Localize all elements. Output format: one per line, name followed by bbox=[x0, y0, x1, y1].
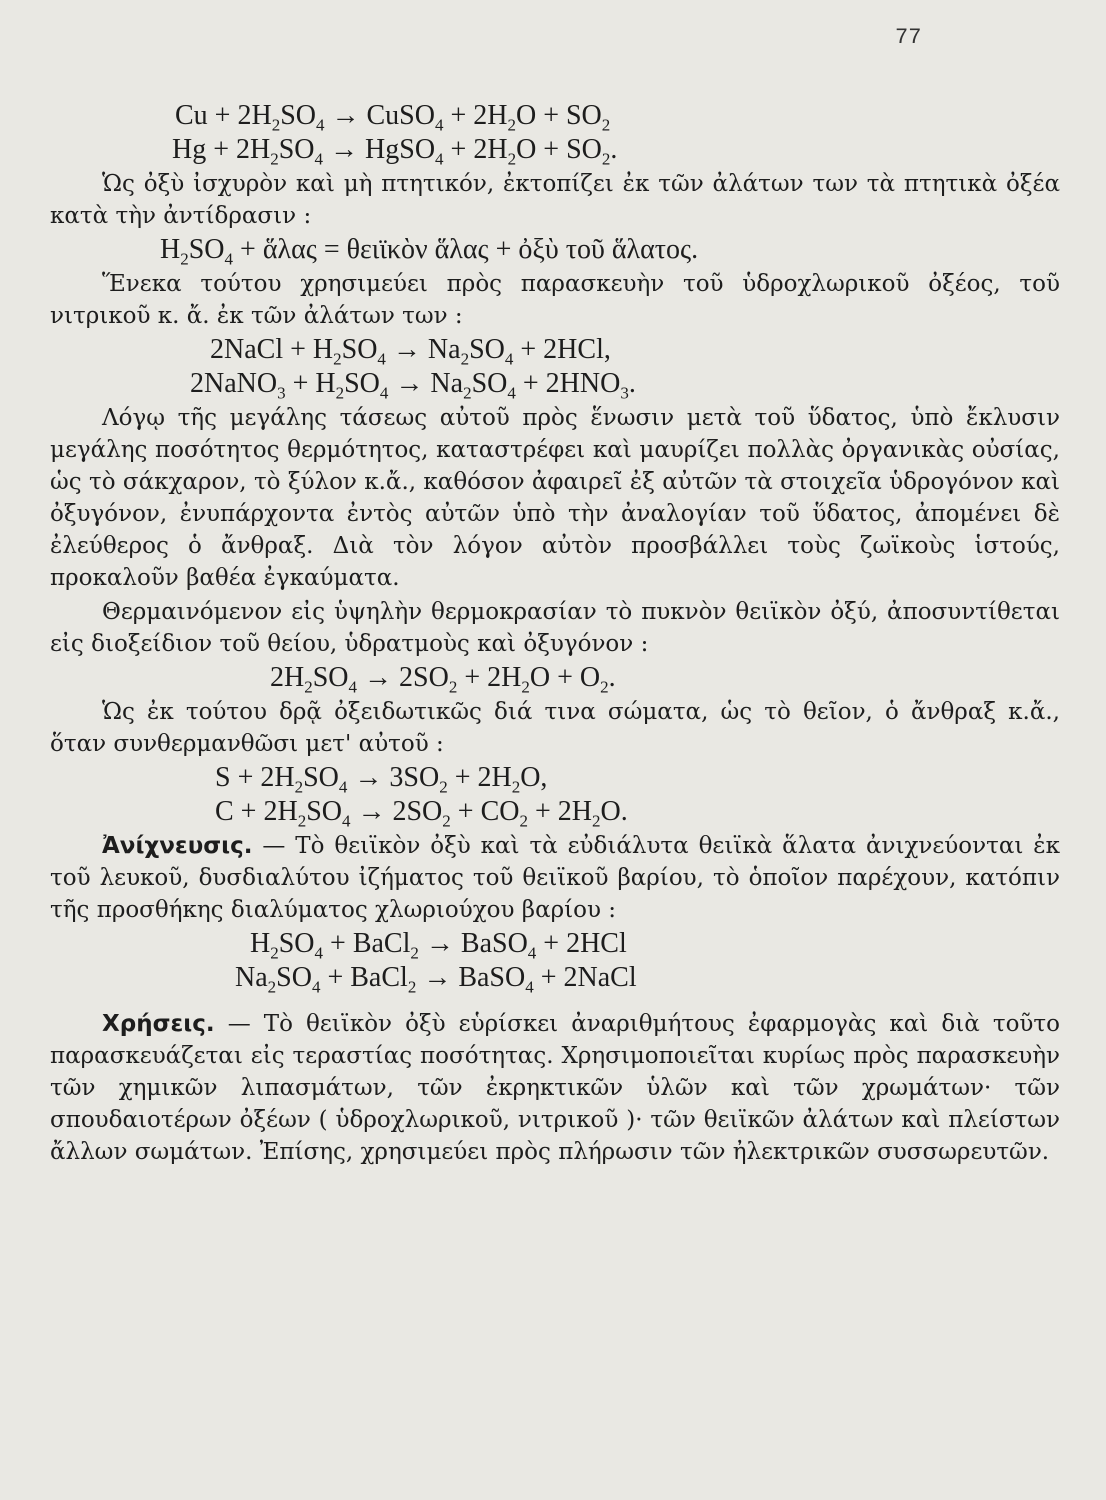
equation-salt-displacement: $H_2SO_4$ + ἅλας = θειϊκὸν ἅλας + ὀξὺ τοῦ ἅλατος. bbox=[160, 234, 699, 269]
paragraph-oxidizing: Ὡς ἐκ τούτου δρᾷ ὀξειδωτικῶς διά τινα σώματα, ὡς τὸ θεῖον, ὁ ἄνθραξ κ.ἄ., ὅταν συνθερμανθῶσι μετ' αὐτοῦ : bbox=[50, 699, 1060, 757]
page-body bbox=[50, 100, 1060, 1170]
paragraph-decomposition: Θερμαινόμενον εἰς ὑψηλὴν θερμοκρασίαν τὸ πυκνὸν θειϊκὸν ὀξύ, ἀποσυντίθεται εἰς διοξείδιον τοῦ θείου, ὑδρατμοὺς καὶ ὀξυγόνον : bbox=[50, 599, 1060, 657]
heading-detection: Ἀνίχνευσις. bbox=[102, 833, 253, 859]
equation-decomposition: $2H_2SO_4 \to 2SO_2 + 2H_2O + O_2$. bbox=[270, 662, 616, 697]
page-number: 77 bbox=[895, 25, 922, 50]
equation-carbon: $C + 2H_2SO_4 \to 2SO_2 + CO_2 + 2H_2O$. bbox=[215, 796, 628, 831]
equation-copper: $Cu + 2H_2SO_4$ → CuSO$_4$ + $2H_2O + SO_2$ bbox=[175, 100, 611, 135]
equation-sodium-nitrate: 2NaNO$_3$ + $H_2SO_4 \to Na_2SO_4 + 2HNO_3$. bbox=[190, 368, 636, 403]
paragraph-uses-preparation: Ἕνεκα τούτου χρησιμεύει πρὸς παρασκευὴν τοῦ ὑδροχλωρικοῦ ὀξέος, τοῦ νιτρικοῦ κ. ἄ. ἐκ τῶν ἀλάτων των : bbox=[50, 271, 1060, 329]
equation-mercury: $Hg + 2H_2SO_4$ → HgSO$_4$ + $2H_2O + SO_2$. bbox=[172, 134, 618, 169]
equation-sulfur: $S + 2H_2SO_4 \to 3SO_2 + 2H_2O$, bbox=[215, 762, 548, 797]
detection-text: — Τὸ θειϊκὸν ὀξὺ καὶ τὰ εὐδιάλυτα θειϊκὰ ἅλατα ἀνιχνεύονται ἐκ τοῦ λευκοῦ, δυσδιαλύτου ἰζήματος τοῦ θειϊκοῦ βαρίου, τὸ ὁποῖον παρέχουν, κατόπιν τῆς προσθήκης διαλύματος χλωριούχου βαρίου : bbox=[50, 833, 1060, 923]
paragraph-dehydration: Λόγῳ τῆς μεγάλης τάσεως αὐτοῦ πρὸς ἕνωσιν μετὰ τοῦ ὕδατος, ὑπὸ ἔκλυσιν μεγάλης ποσότητος θερμότητος, καταστρέφει καὶ μαυρίζει πολλὰς ὀργανικὰς οὐσίας, ὡς τὸ σάκχαρον, τὸ ξύλον κ.ἄ., καθόσον ἀφαιρεῖ ἐξ αὐτῶν τὰ στοιχεῖα ὑδρογόνον καὶ ὀξυγόνον, ἐνυπάρχοντα ἐντὸς αὐτῶν ὑπὸ τὴν ἀναλογίαν τοῦ ὕδατος, ἀπομένει δὲ ἐλεύθερος ὁ ἄνθραξ. Διὰ τὸν λόγον αὐτὸν προσβάλλει τοὺς ζωϊκοὺς ἱστούς, προκαλοῦν βαθέα ἐγκαύματα. bbox=[50, 405, 1060, 591]
equation-barium-sulfuric: $H_2SO_4$ + BaCl$_2$ → BaSO$_4$ + 2HCl bbox=[250, 928, 627, 963]
heading-uses: Χρήσεις. bbox=[102, 1011, 215, 1037]
uses-text: — Τὸ θειϊκὸν ὀξὺ εὑρίσκει ἀναριθμήτους ἐφαρμογὰς καὶ διὰ τοῦτο παρασκευάζεται εἰς τεραστίας ποσότητας. Χρησιμοποιεῖται κυρίως πρὸς παρασκευὴν τῶν χημικῶν λιπασμάτων, τῶν ἐκρηκτικῶν ὑλῶν καὶ τῶν χρωμάτων· τῶν σπουδαιοτέρων ὀξέων ( ὑδροχλωρικοῦ, νιτρικοῦ )· τῶν θειϊκῶν ἀλάτων καὶ πλείστων ἄλλων σωμάτων. Ἐπίσης, χρησιμεύει πρὸς πλήρωσιν τῶν ἠλεκτρικῶν συσσωρευτῶν. bbox=[50, 1011, 1060, 1165]
paragraph-detection bbox=[50, 830, 1060, 926]
equation-sodium-chloride: 2NaCl + $H_2SO_4 \to Na_2SO_4 + 2HCl$, bbox=[210, 334, 611, 369]
equation-barium-sodium: $Na_2SO_4$ + BaCl$_2$ → BaSO$_4$ + 2NaCl bbox=[235, 962, 637, 997]
paragraph-strong-acid: Ὡς ὀξὺ ἰσχυρὸν καὶ μὴ πτητικόν, ἐκτοπίζει ἐκ τῶν ἀλάτων των τὰ πτητικὰ ὀξέα κατὰ τὴν ἀντίδρασιν : bbox=[50, 171, 1060, 229]
paragraph-uses bbox=[50, 1008, 1060, 1168]
